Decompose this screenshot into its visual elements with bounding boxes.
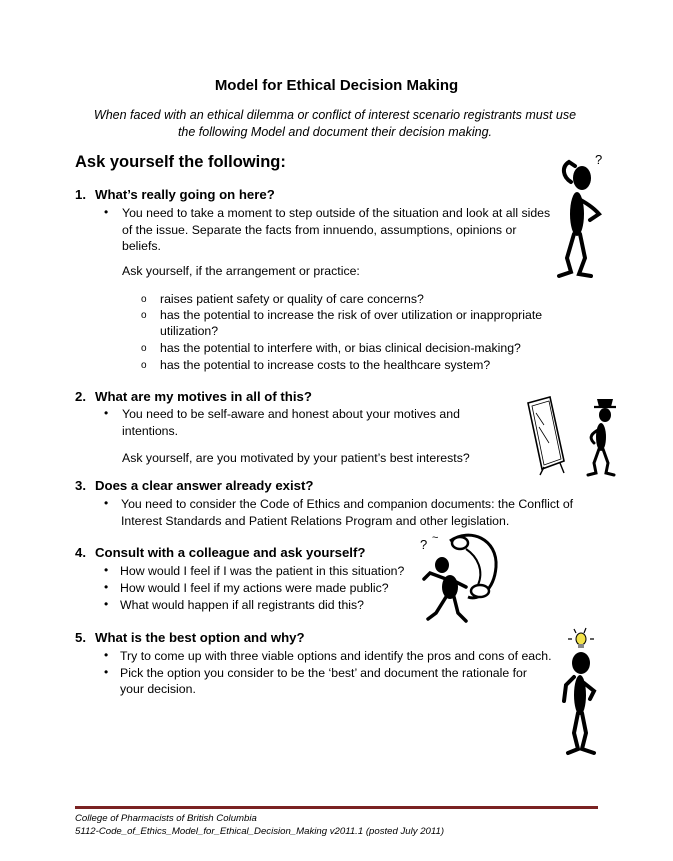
circle-bullet: o bbox=[141, 294, 147, 305]
question-4-number: 4. bbox=[75, 545, 86, 560]
circle-bullet: o bbox=[141, 343, 147, 354]
question-4-bullet: How would I feel if my actions were made public? bbox=[120, 581, 389, 595]
question-3-bullet-line: Interest Standards and Patient Relations Program and other legislation. bbox=[121, 513, 510, 528]
phone-figure-icon bbox=[418, 527, 503, 627]
section-heading: Ask yourself the following: bbox=[75, 153, 286, 171]
question-3-text: Does a clear answer already exist? bbox=[95, 478, 314, 493]
bullet-dot: • bbox=[104, 563, 109, 577]
mirror-figure-icon bbox=[522, 393, 617, 478]
question-1-number: 1. bbox=[75, 187, 86, 202]
question-4-bullet: How would I feel if I was the patient in this situation? bbox=[120, 564, 405, 578]
question-2-heading bbox=[75, 389, 312, 404]
question-1-sub-item: has the potential to increase the risk of over utilization or inappropriate bbox=[160, 308, 543, 322]
question-5-number: 5. bbox=[75, 630, 86, 645]
question-5-bullet: Pick the option you consider to be the ‘best’ and document the rationale for bbox=[120, 666, 527, 680]
svg-text:?: ? bbox=[420, 537, 428, 552]
question-1-prompt: Ask yourself, if the arrangement or practice: bbox=[122, 264, 360, 278]
question-1-bullet-line: You need to take a moment to step outside of the situation and look at all sides bbox=[122, 206, 551, 220]
question-1-bullet-line: beliefs. bbox=[122, 239, 161, 253]
question-2-bullet bbox=[122, 406, 460, 439]
question-4-text: Consult with a colleague and ask yourself? bbox=[95, 545, 366, 560]
question-5-bullet: Try to come up with three viable options and identify the pros and cons of each. bbox=[120, 649, 552, 663]
question-5-bullet-cont: your decision. bbox=[120, 682, 196, 696]
question-2-text: What are my motives in all of this? bbox=[95, 389, 312, 404]
question-3-bullet bbox=[121, 496, 573, 529]
question-3-bullet-line: You need to consider the Code of Ethics and companion documents: the Conflict of bbox=[121, 497, 574, 511]
footer-rule bbox=[75, 806, 598, 809]
svg-text:~: ~ bbox=[432, 532, 439, 544]
svg-text:?: ? bbox=[595, 152, 603, 167]
lightbulb-figure-icon bbox=[560, 625, 610, 757]
bullet-dot: • bbox=[104, 580, 109, 594]
question-4-heading bbox=[75, 545, 365, 560]
question-5-text: What is the best option and why? bbox=[95, 630, 305, 645]
intro-line-2: the following Model and document their decision making. bbox=[177, 125, 493, 139]
question-1-bullet-line: of the issue. Separate the facts from innuendo, assumptions, opinions or bbox=[122, 222, 517, 237]
bullet-dot: • bbox=[104, 665, 109, 679]
question-5-heading bbox=[75, 630, 305, 645]
intro-text bbox=[70, 107, 600, 141]
question-2-prompt: Ask yourself, are you motivated by your patient’s best interests? bbox=[122, 451, 470, 465]
question-2-number: 2. bbox=[75, 389, 86, 404]
question-1-sub-item: has the potential to interfere with, or bias clinical decision-making? bbox=[160, 341, 521, 355]
question-1-sub-item-cont: utilization? bbox=[160, 324, 219, 338]
question-3-heading bbox=[75, 478, 313, 493]
question-1-sub-item: has the potential to increase costs to the healthcare system? bbox=[160, 358, 491, 372]
page-title: Model for Ethical Decision Making bbox=[214, 77, 459, 94]
thinking-figure-icon bbox=[555, 152, 610, 282]
footer-line-2: 5112-Code_of_Ethics_Model_for_Ethical_Decision_Making v2011.1 (posted July 2011) bbox=[75, 826, 445, 837]
question-1-heading bbox=[75, 187, 275, 202]
question-2-bullet-line: intentions. bbox=[122, 423, 179, 438]
question-3-number: 3. bbox=[75, 478, 86, 493]
bullet-dot: • bbox=[104, 496, 109, 510]
question-1-text: What’s really going on here? bbox=[95, 187, 275, 202]
circle-bullet: o bbox=[141, 310, 147, 321]
bullet-dot: • bbox=[104, 205, 109, 219]
bullet-dot: • bbox=[104, 406, 109, 420]
bullet-dot: • bbox=[104, 648, 109, 662]
circle-bullet: o bbox=[141, 360, 147, 371]
question-1-bullet bbox=[122, 205, 550, 255]
bullet-dot: • bbox=[104, 597, 109, 611]
intro-line-1: When faced with an ethical dilemma or conflict of interest scenario registrants must use bbox=[93, 108, 577, 122]
question-1-sub-item: raises patient safety or quality of care concerns? bbox=[160, 292, 424, 306]
question-4-bullet: What would happen if all registrants did this? bbox=[120, 598, 365, 612]
question-2-bullet-line: You need to be self-aware and honest about your motives and bbox=[122, 407, 460, 421]
footer-line-1: College of Pharmacists of British Columbia bbox=[75, 813, 257, 824]
